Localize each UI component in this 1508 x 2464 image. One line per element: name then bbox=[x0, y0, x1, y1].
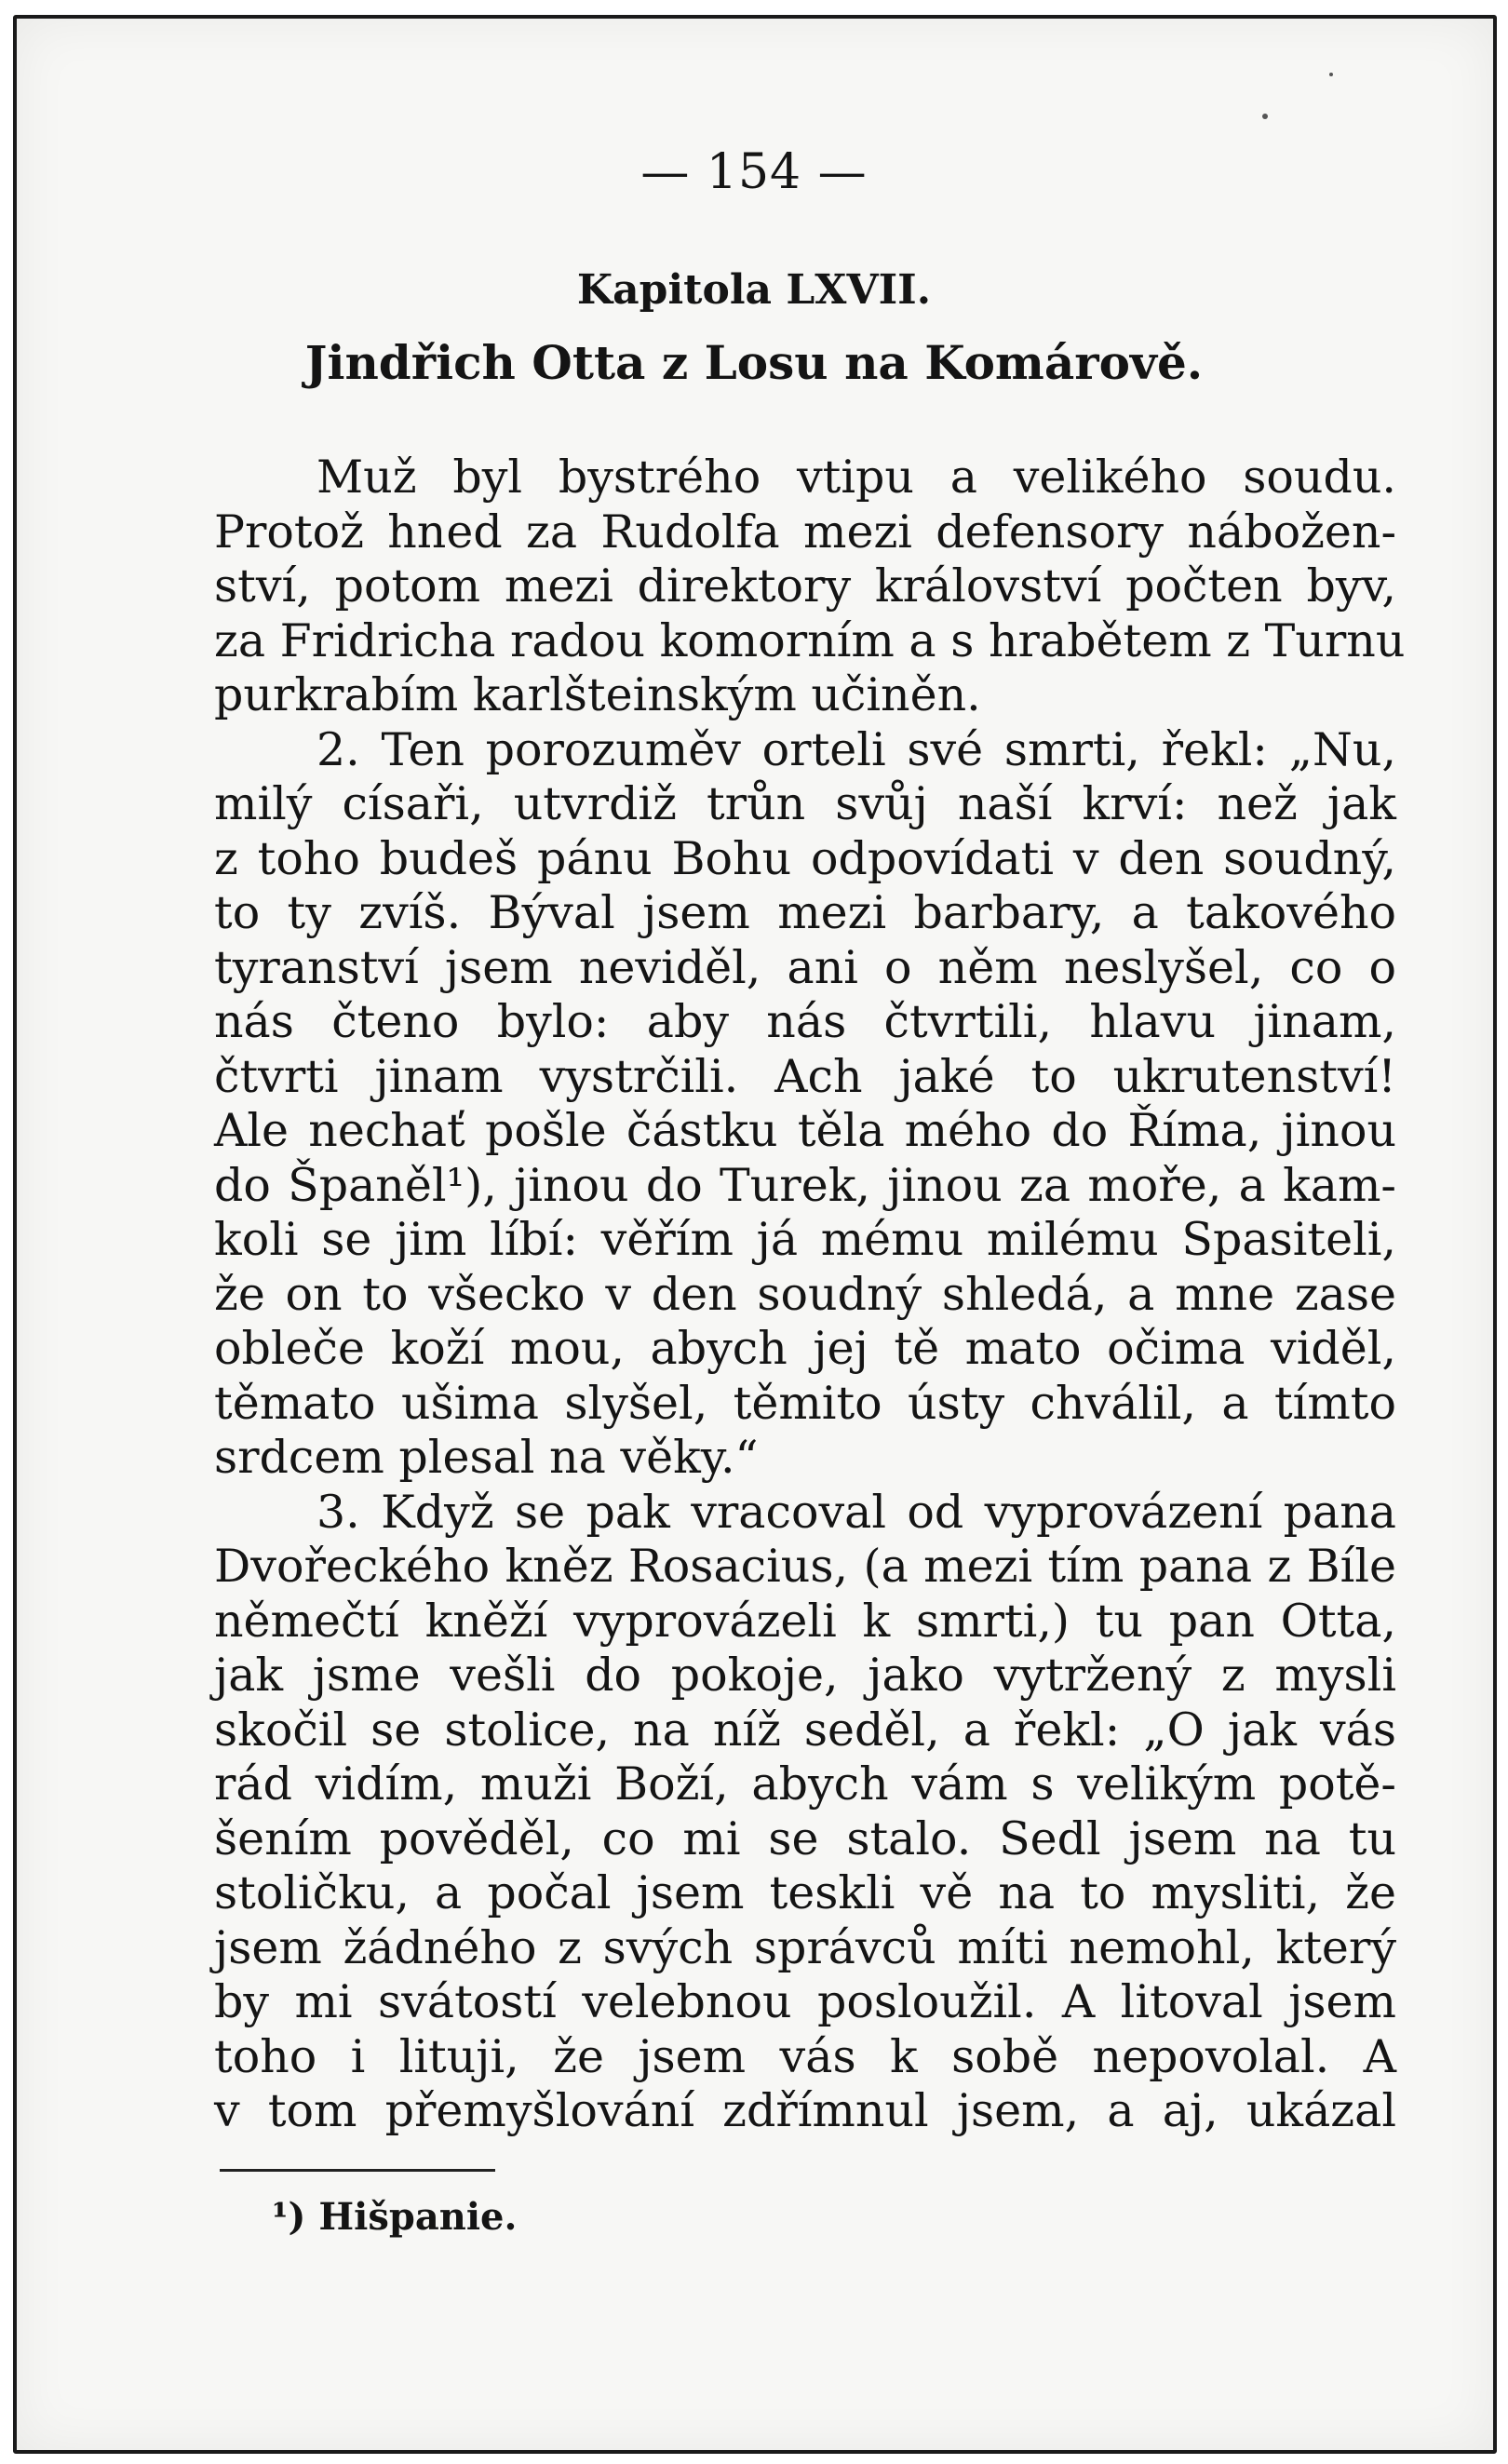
text-line: obleče koží mou, abych jej tě mato očima viděl, bbox=[214, 1322, 1396, 1375]
text-line: jak jsme vešli do pokoje, jako vytržený z mysli bbox=[214, 1649, 1396, 1702]
footnote: ¹) Hišpanie. bbox=[272, 2195, 518, 2239]
text-line: tyranství jsem neviděl, ani o něm neslyšel, co o bbox=[214, 940, 1396, 994]
text-line: za Fridricha radou komorním a s hrabětem z Turnu bbox=[214, 613, 1406, 667]
text-line: skočil se stolice, na níž seděl, a řekl: „O jak vás bbox=[214, 1703, 1396, 1757]
text-line: srdcem plesal na věky.“ bbox=[214, 1431, 759, 1484]
text-line: němečtí kněží vyprovázeli k smrti,) tu pan Otta, bbox=[214, 1594, 1396, 1648]
text-line: to ty zvíš. Býval jsem mezi barbary, a takového bbox=[214, 886, 1396, 939]
text-line: ství, potom mezi direktory království počten byv, bbox=[214, 559, 1396, 613]
text-line: Muž byl bystrého vtipu a velikého soudu. bbox=[316, 451, 1396, 504]
page-number: — 154 — bbox=[640, 144, 868, 200]
text-line: milý císaři, utvrdiž trůn svůj naší krví: než jak bbox=[214, 777, 1396, 830]
text-line: čtvrti jinam vystrčili. Ach jaké to ukrutenství! bbox=[214, 1049, 1396, 1103]
text-line: by mi svátostí velebnou posloužil. A litoval jsem bbox=[214, 1975, 1396, 2028]
text-line: těmato ušima slyšel, těmito ústy chválil, a tímto bbox=[214, 1376, 1396, 1430]
body-text bbox=[214, 451, 1406, 2139]
text-line: nás čteno bylo: aby nás čtvrtili, hlavu jinam, bbox=[214, 995, 1396, 1048]
section-heading: Jindřich Otta z Losu na Komárově. bbox=[304, 335, 1204, 390]
text-line: v tom přemyšlování zdřímnul jsem, a aj, ukázal bbox=[214, 2084, 1396, 2137]
text-line: šením pověděl, co mi se stalo. Sedl jsem na tu bbox=[214, 1811, 1396, 1865]
chapter-title: Kapitola LXVII. bbox=[576, 266, 932, 314]
print-speck bbox=[1262, 114, 1268, 119]
text-line: do Španěl¹), jinou do Turek, jinou za moře, a kam- bbox=[214, 1158, 1396, 1212]
text-line: purkrabím karlšteinským učiněn. bbox=[214, 668, 981, 721]
text-line: stoličku, a počal jsem teskli vě na to mysliti, že bbox=[214, 1866, 1396, 1919]
text-line: Ale nechať pošle částku těla mého do Říma, jinou bbox=[214, 1104, 1396, 1157]
text-line: Protož hned za Rudolfa mezi defensory nábožen- bbox=[214, 505, 1396, 559]
print-speck bbox=[1329, 73, 1333, 76]
text-line: Dvořeckého kněz Rosacius, (a mezi tím pana z Bíle bbox=[214, 1540, 1396, 1593]
footnote-divider bbox=[220, 2169, 495, 2172]
text-line: rád vidím, muži Boží, abych vám s velikým potě- bbox=[214, 1757, 1396, 1811]
text-line: 3. Když se pak vracoval od vyprovázení pana bbox=[316, 1485, 1396, 1539]
text-line: 2. Ten porozuměv orteli své smrti, řekl: „Nu, bbox=[316, 722, 1396, 776]
text-line: koli se jim líbí: věřím já mému milému Spasiteli, bbox=[214, 1213, 1396, 1266]
text-line: jsem žádného z svých správců míti nemohl, který bbox=[214, 1920, 1396, 1974]
text-line: toho i lituji, že jsem vás k sobě nepovolal. A bbox=[214, 2029, 1396, 2083]
text-line: že on to všecko v den soudný shledá, a mne zase bbox=[214, 1267, 1396, 1321]
text-line: z toho budeš pánu Bohu odpovídati v den soudný, bbox=[214, 831, 1396, 885]
